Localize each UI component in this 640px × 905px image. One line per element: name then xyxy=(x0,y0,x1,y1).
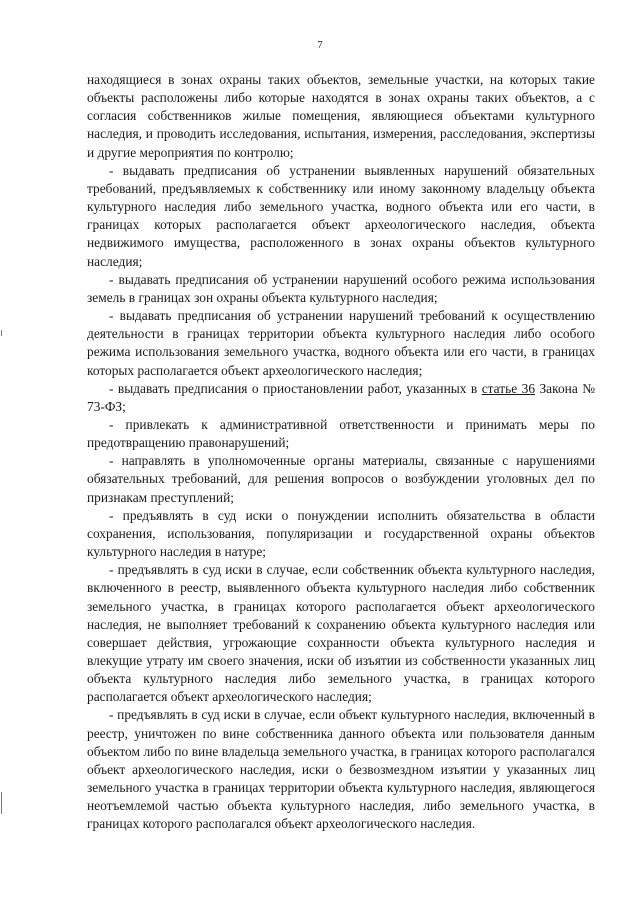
scan-artifact xyxy=(1,330,2,336)
article-36-link[interactable]: статье 36 xyxy=(481,380,536,396)
paragraph-issue-orders-land-regime: - выдавать предписания об устранении нарушений особого режима использования земель в границах зон охраны объекта культурного наследия; xyxy=(87,271,595,305)
paragraph-administrative-liability: - привлекать к административной ответственности и принимать меры по предотвращению правонарушений; xyxy=(87,416,595,451)
scan-artifact xyxy=(1,792,2,814)
paragraph-suspend-works-text: - выдавать предписания о приостановлении работ, указанных в xyxy=(109,380,482,396)
document-body xyxy=(87,71,595,834)
paragraph-claims-destroyed: - предъявлять в суд иски в случае, если объект культурного наследия, включенный в реестр, уничтожен по вине собственника данного объекта или пользователя данным объектом либо по вине владельца земельного участка, в границах которого располагался объект археологического наследия, иски о безвозмездном изъятии у указанных лиц земельного участка в границах территории объекта культурного наследия, являющегося неотъемлемой частью объекта культурного наследия, либо земельного участка, в границах которого располагался объект археологического наследия. xyxy=(87,707,595,832)
page-number: 7 xyxy=(317,39,323,51)
paragraph-send-materials: - направлять в уполномоченные органы материалы, связанные с нарушениями обязательных требований, для решения вопросов о возбуждении уголовных дел по признакам преступлений; xyxy=(87,453,595,505)
paragraph-claims-seizure: - предъявлять в суд иски в случае, если собственник объекта культурного наследия, включенного в реестр, выявленного объекта культурного наследия либо собственник земельного участка, в границах которого располагается объект археологического наследия, не выполняет требований к сохранению объекта культурного наследия или совершает действия, угрожающие сохранности объекта культурного наследия и влекущие утрату им своего значения, иски об изъятии из собственности указанных лиц объекта культурного наследия либо земельного участка, в границах которого располагается объект археологического наследия; xyxy=(87,562,595,705)
paragraph-issue-orders-activity: - выдавать предписания об устранении нарушений требований к осуществлению деятельности в границах территории объекта культурного наследия либо особого режима использования земельного участка, водного объекта или его части, в границах которых располагается объект археологического наследия; xyxy=(87,308,595,378)
paragraph-suspend-works xyxy=(87,380,595,416)
paragraph-suspend-works-law: Закона № 73-ФЗ; xyxy=(87,380,595,414)
paragraph-issue-orders-violations: - выдавать предписания об устранении выявленных нарушений обязательных требований, предъявляемых к собственнику или иному законному владельцу объекта культурного наследия либо земельного участка, водного объекта или его части, в границах которых располагается объект археологического наследия, объекта недвижимого имущества, расположенного в зонах охраны объектов культурного наследия; xyxy=(87,162,595,269)
paragraph-claims-obligations: - предъявлять в суд иски о понуждении исполнить обязательства в области сохранения, использования, популяризации и государственной охраны объектов культурного наследия в натуре; xyxy=(87,507,595,560)
paragraph-continuation: находящиеся в зонах охраны таких объектов, земельные участки, на которых такие объекты расположены либо которые находятся в зонах охраны таких объектов, а с согласия собственников жилые помещения, являющиеся объектами культурного наследия, и проводить исследования, испытания, измерения, расследования, экспертизы и другие мероприятия по контролю; xyxy=(87,72,595,160)
